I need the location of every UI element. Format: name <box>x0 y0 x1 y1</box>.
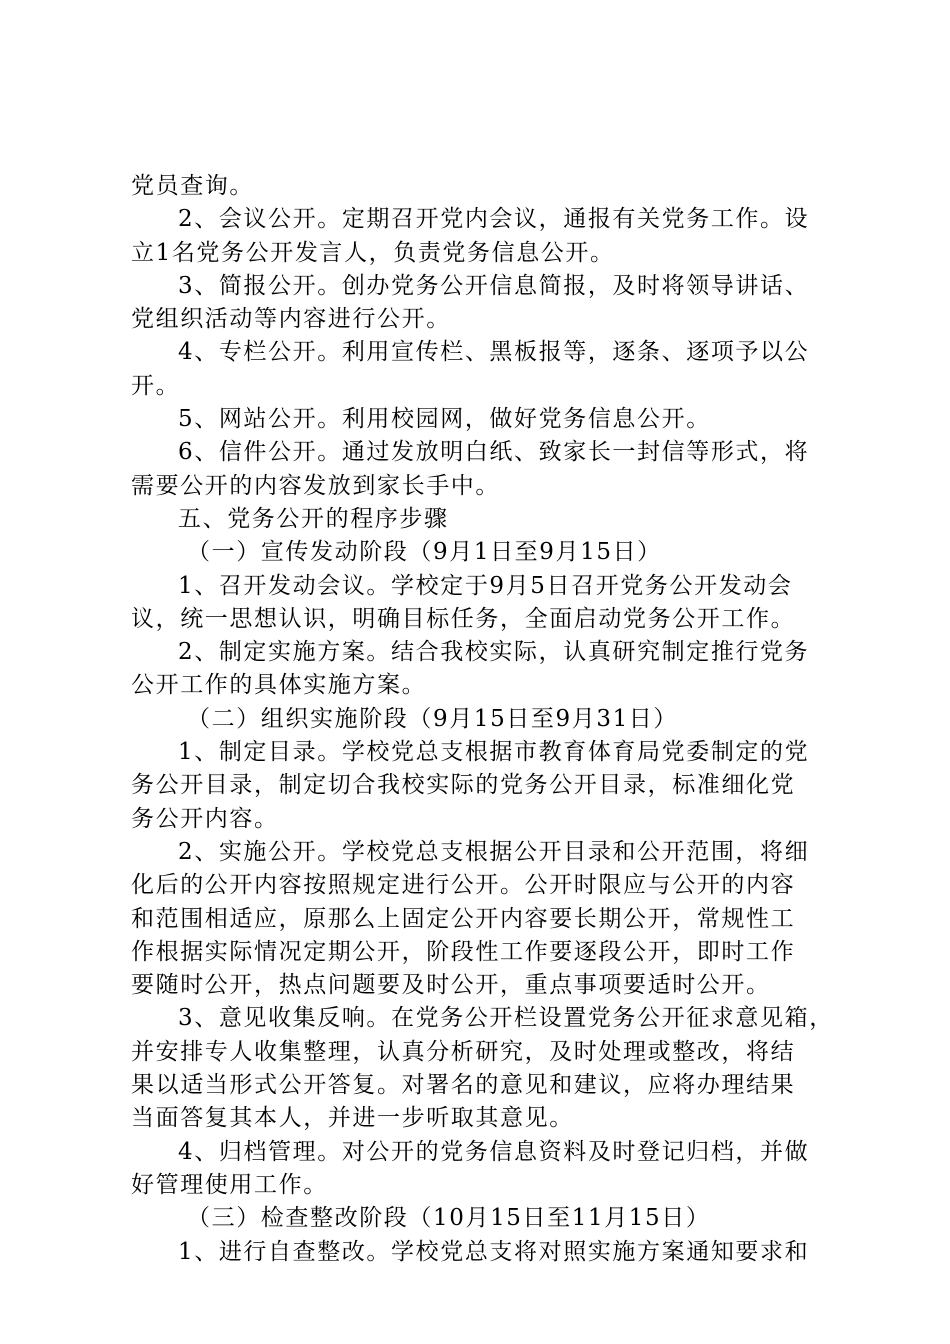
section-heading: 五、党务公开的程序步骤 <box>178 505 449 532</box>
text-line: 果以适当形式公开答复。对署名的意见和建议，应将办理结果 <box>131 1072 796 1099</box>
text-line: 2、制定实施方案。结合我校实际，认真研究制定推行党务 <box>178 639 810 666</box>
text-line: 2、会议公开。定期召开党内会议，通报有关党务工作。设 <box>178 206 810 233</box>
text-line: 务公开内容。 <box>131 805 279 832</box>
text-line: 党组织活动等内容进行公开。 <box>131 306 451 333</box>
text-line: 6、信件公开。通过发放明白纸、致家长一封信等形式，将 <box>178 439 810 466</box>
text-line: 和范围相适应，原那么上固定公开内容要长期公开，常规性工 <box>131 905 796 932</box>
text-line: 作根据实际情况定期公开，阶段性工作要逐段公开，即时工作 <box>131 938 796 965</box>
subsection-heading: （一）宣传发动阶段（9月1日至9月15日） <box>187 539 662 566</box>
document-body <box>131 170 834 1269</box>
text-line: 立1名党务公开发言人，负责党务信息公开。 <box>131 239 615 266</box>
text-line: 开。 <box>131 372 181 399</box>
text-line: 3、意见收集反响。在党务公开栏设置党务公开征求意见箱， <box>178 1005 834 1032</box>
text-line: 党员查询。 <box>131 173 254 199</box>
text-line: 要随时公开，热点问题要及时公开，重点事项要适时公开。 <box>131 972 771 999</box>
text-line: 务公开目录，制定切合我校实际的党务公开目录，标准细化党 <box>131 772 796 799</box>
text-line: 当面答复其本人，并进一步听取其意见。 <box>131 1105 574 1132</box>
text-line: 1、召开发动会议。学校定于9月5日召开党务公开发动会 <box>178 572 793 599</box>
text-line: 1、制定目录。学校党总支根据市教育体育局党委制定的党 <box>178 739 810 766</box>
text-line: 2、实施公开。学校党总支根据公开目录和公开范围，将细 <box>178 838 810 865</box>
text-line: 4、归档管理。对公开的党务信息资料及时登记归档，并做 <box>178 1138 810 1165</box>
subsection-heading: （二）组织实施阶段（9月15日至9月31日） <box>187 705 678 732</box>
text-line: 4、专栏公开。利用宣传栏、黑板报等，逐条、逐项予以公 <box>178 339 810 366</box>
text-line: 3、简报公开。创办党务公开信息简报，及时将领导讲话、 <box>178 272 810 299</box>
text-line: 公开工作的具体实施方案。 <box>131 672 427 699</box>
text-line: 需要公开的内容发放到家长手中。 <box>131 472 500 499</box>
text-line: 化后的公开内容按照规定进行公开。公开时限应与公开的内容 <box>131 872 796 899</box>
subsection-heading: （三）检查整改阶段（10月15日至11月15日） <box>187 1205 711 1232</box>
text-line: 议，统一思想认识，明确目标任务，全面启动党务公开工作。 <box>131 605 796 632</box>
text-line: 并安排专人收集整理，认真分析研究，及时处理或整改，将结 <box>131 1038 796 1065</box>
text-line: 好管理使用工作。 <box>131 1171 328 1198</box>
text-line: 1、进行自查整改。学校党总支将对照实施方案通知要求和 <box>178 1238 810 1265</box>
text-line: 5、网站公开。利用校园网，做好党务信息公开。 <box>178 406 711 433</box>
